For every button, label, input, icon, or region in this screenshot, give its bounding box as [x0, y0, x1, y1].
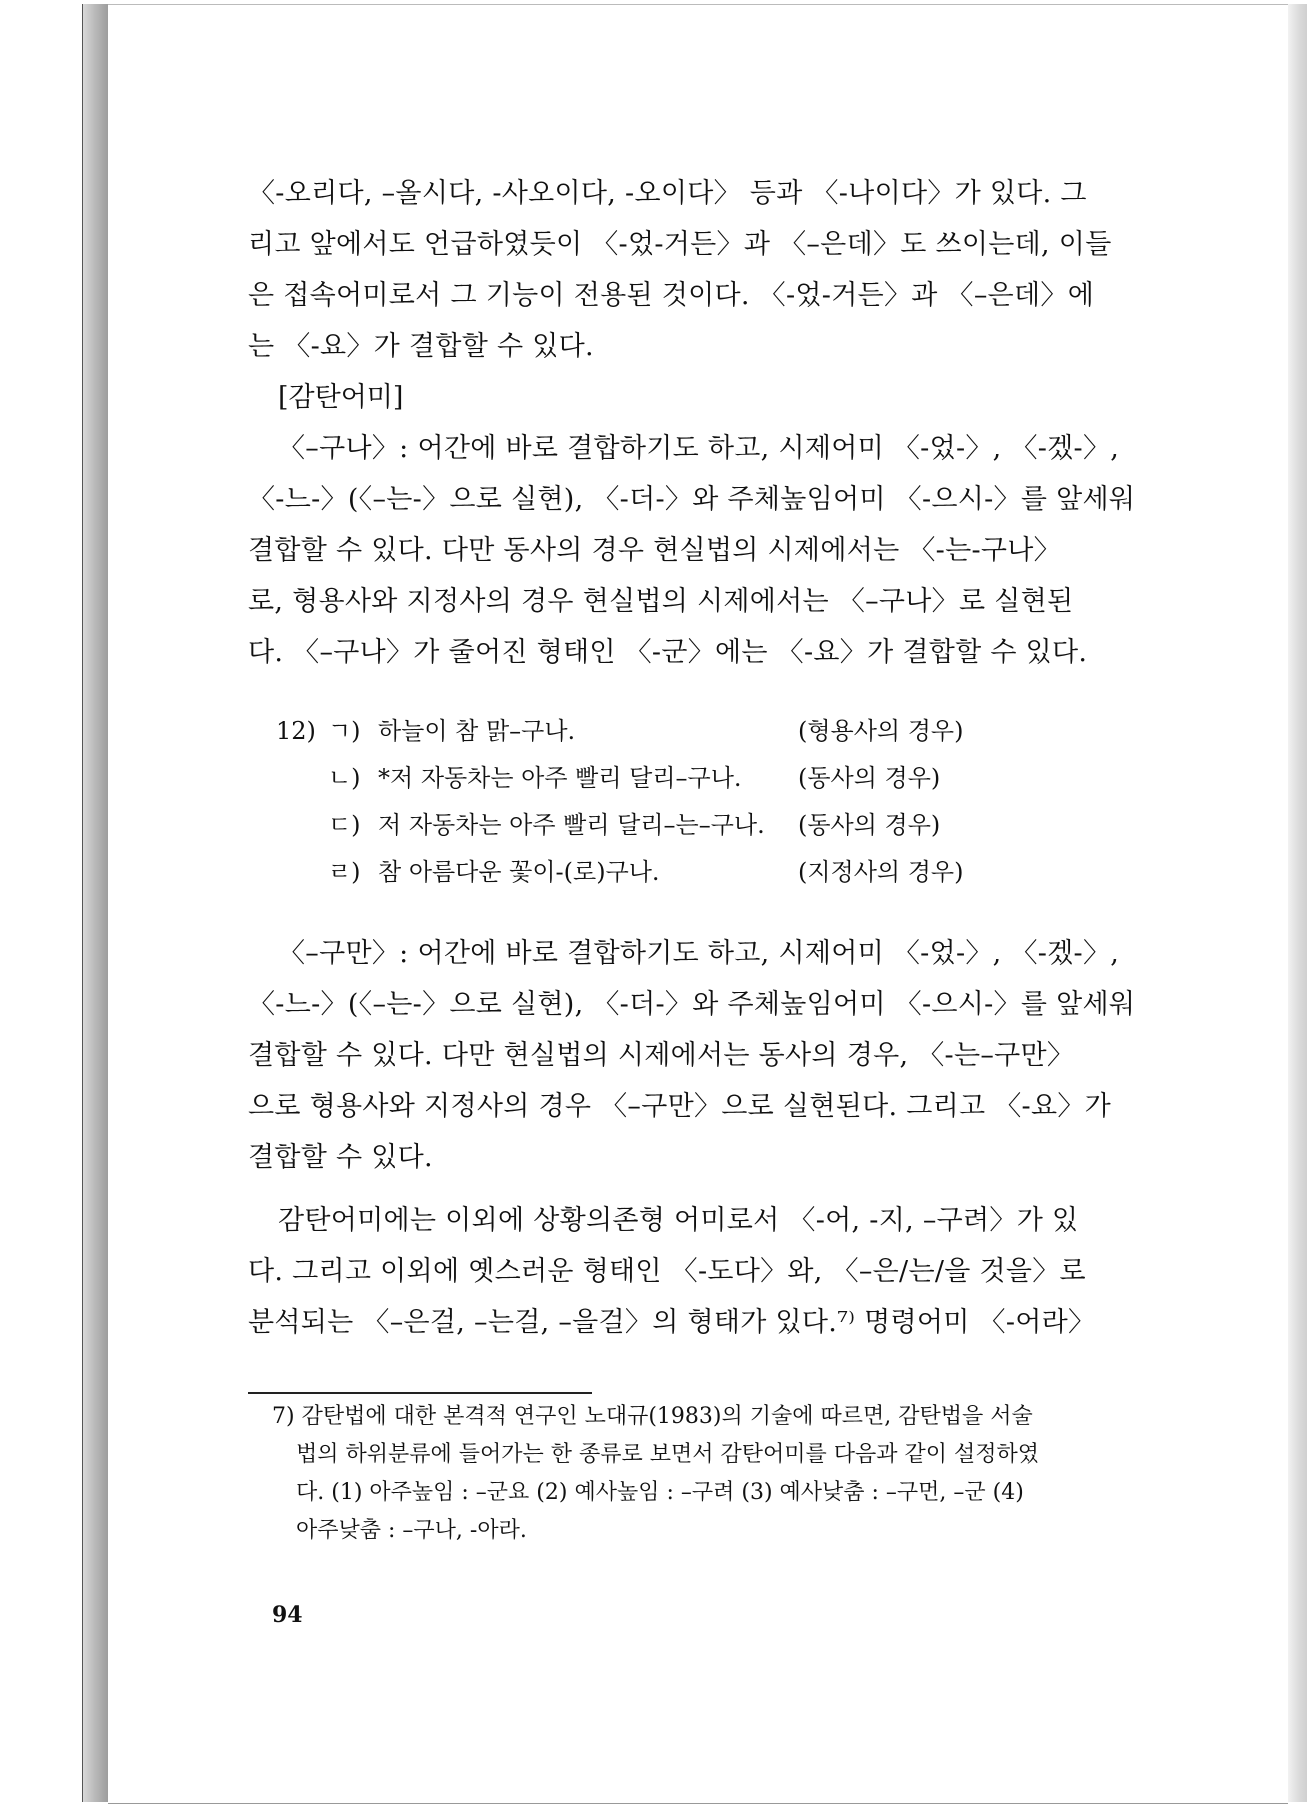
example-number [276, 849, 328, 896]
example-number: 12) [276, 717, 316, 745]
text-line: 리고 앞에서도 언급하였듯이 〈-었-거든〉과 〈–은데〉도 쓰이는데, 이들 [248, 229, 1112, 260]
paragraph-2 [248, 423, 1148, 678]
footnote-line: 다. (1) 아주높임 : –군요 (2) 예사높임 : –구려 (3) 예사낮춤 : –구먼, –군 (4) [296, 1480, 1024, 1505]
text-line: 결합할 수 있다. [248, 1142, 433, 1173]
example-sentence: *저 자동차는 아주 빨리 달리–구나. [378, 764, 742, 792]
example-row [276, 708, 1148, 755]
example-number [276, 802, 328, 849]
text-line: 은 접속어미로서 그 기능이 전용된 것이다. 〈-었-거든〉과 〈–은데〉에 [248, 280, 1095, 311]
footnote-line: 법의 하위분류에 들어가는 한 종류로 보면서 감탄어미를 다음과 같이 설정하였 [296, 1442, 1040, 1467]
text-line: 〈–구만〉: 어간에 바로 결합하기도 하고, 시제어미 〈-었-〉, 〈-겠-〉, [278, 938, 1120, 969]
text-line: 〈–구나〉: 어간에 바로 결합하기도 하고, 시제어미 〈-었-〉, 〈-겠-〉, [278, 433, 1120, 464]
text-line: 로, 형용사와 지정사의 경우 현실법의 시제에서는 〈–구나〉로 실현된 [248, 586, 1074, 617]
paragraph-1 [248, 168, 1148, 372]
footnote-line: 7) 감탄법에 대한 본격적 연구인 노대규(1983)의 기술에 따르면, 감탄법을 서술 [272, 1404, 1033, 1429]
book-spine [82, 4, 110, 1802]
page-number: 94 [272, 1602, 303, 1628]
text-line: 으로 형용사와 지정사의 경우 〈–구만〉으로 실현된다. 그리고 〈-요〉가 [248, 1091, 1112, 1122]
text-line: 〈-느-〉(〈–는-〉으로 실현), 〈-더-〉와 주체높임어미 〈-으시-〉를 앞세워 [248, 989, 1136, 1020]
example-note: (동사의 경우) [798, 764, 941, 792]
example-sentence: 하늘이 참 맑–구나. [378, 717, 576, 745]
footnote-divider [248, 1392, 592, 1394]
text-line: 〈-느-〉(〈–는-〉으로 실현), 〈-더-〉와 주체높임어미 〈-으시-〉를 앞세워 [248, 484, 1136, 515]
example-marker: ㄹ) [328, 858, 361, 886]
text-line: 다. 그리고 이외에 옛스러운 형태인 〈-도다〉와, 〈–은/는/을 것을〉로 [248, 1256, 1086, 1287]
text-line: 결합할 수 있다. 다만 현실법의 시제에서는 동사의 경우, 〈-는–구만〉 [248, 1040, 1075, 1071]
example-number [276, 755, 328, 802]
text-line: 분석되는 〈–은걸, –는걸, –을걸〉의 형태가 있다.⁷⁾ 명령어미 〈-어라〉 [248, 1307, 1096, 1338]
example-row [276, 849, 1148, 896]
text-line: 다. 〈–구나〉가 줄어진 형태인 〈-군〉에는 〈-요〉가 결합할 수 있다. [248, 637, 1088, 668]
section-heading: [감탄어미] [278, 382, 404, 413]
text-line: 〈-오리다, –올시다, -사오이다, -오이다〉 등과 〈-나이다〉가 있다. 그 [248, 178, 1087, 209]
example-marker: ㄴ) [328, 764, 361, 792]
example-note: (동사의 경우) [798, 811, 941, 839]
paragraph-4 [248, 1195, 1148, 1348]
text-line: 감탄어미에는 이외에 상황의존형 어미로서 〈-어, -지, –구려〉가 있 [278, 1205, 1079, 1236]
text-line: 결합할 수 있다. 다만 동사의 경우 현실법의 시제에서는 〈-는-구나〉 [248, 535, 1061, 566]
page-body [248, 168, 1148, 1348]
example-row [276, 755, 1148, 802]
footnote-line: 아주낮춤 : –구나, -아라. [296, 1518, 527, 1543]
example-note: (형용사의 경우) [798, 717, 964, 745]
example-sentence: 참 아름다운 꽃이-(로)구나. [378, 858, 660, 886]
example-sentence: 저 자동차는 아주 빨리 달리–는–구나. [378, 811, 765, 839]
footnote [272, 1398, 1148, 1550]
example-list [276, 708, 1148, 896]
example-marker: ㄷ) [328, 811, 361, 839]
paragraph-3 [248, 928, 1148, 1183]
text-line: 는 〈-요〉가 결합할 수 있다. [248, 331, 594, 362]
example-row [276, 802, 1148, 849]
page-edge-shadow [1288, 4, 1307, 1802]
example-note: (지정사의 경우) [798, 858, 964, 886]
example-marker: ㄱ) [328, 717, 361, 745]
